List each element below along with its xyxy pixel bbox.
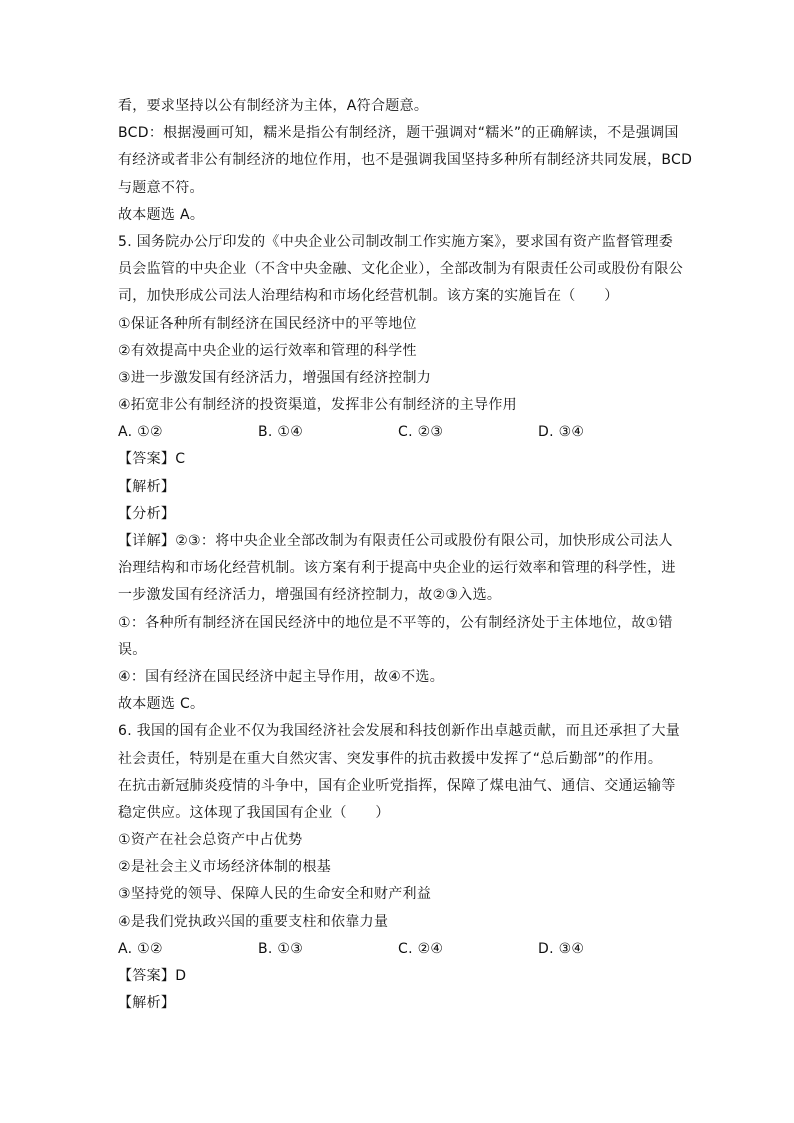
question-6-statement: ②是社会主义市场经济体制的根基 — [118, 859, 332, 876]
question-6-statement: ④是我们党执政兴国的重要支柱和依靠力量 — [118, 913, 389, 930]
text-line: 故本题选 A。 — [118, 206, 205, 223]
document-body — [118, 93, 693, 1017]
question-6-stem: 社会责任，特别是在重大自然灾害、突发事件的抗击救援中发挥了“总后勤部”的作用。 — [118, 750, 663, 767]
explanation-text: 【详解】②③：将中央企业全部改制为有限责任公司或股份有限公司，加快形成公司法人 — [118, 533, 673, 549]
explanation-text: 治理结构和市场化经营机制。该方案有利于提高中央企业的运行效率和管理的科学性，进 — [118, 560, 676, 577]
explanation-text: ④：国有经济在国民经济中起主导作用，故④不选。 — [118, 668, 444, 685]
option-b: B. ①③ — [258, 940, 304, 957]
analysis-label: 【解析】 — [118, 995, 176, 1012]
question-5-stem: 5. 国务院办公厅印发的《中央企业公司制改制工作实施方案》，要求国有资产监督管理委 — [118, 233, 674, 250]
question-6-stem: 稳定供应。这体现了我国国有企业（ ） — [118, 804, 390, 821]
analysis-heading: 【分析】 — [118, 505, 176, 522]
analysis-label: 【解析】 — [118, 478, 176, 495]
question-5-statement: ①保证各种所有制经济在国民经济中的平等地位 — [118, 315, 417, 332]
text-line: 有经济或者非公有制经济的地位作用，也不是强调我国坚持多种所有制经济共同发展，BCD — [118, 152, 693, 169]
explanation-text: ①：各种所有制经济在国民经济中的地位是不平等的，公有制经济处于主体地位，故①错 — [118, 614, 673, 631]
question-6-options — [118, 936, 678, 963]
option-d: D. ③④ — [538, 424, 585, 441]
text-line: 看，要求坚持以公有制经济为主体，A符合题意。 — [118, 98, 429, 114]
option-c: C. ②③ — [398, 424, 444, 441]
explanation-text: 误。 — [118, 641, 147, 658]
question-5-stem: 员会监管的中央企业（不含中央金融、文化企业），全部改制为有限责任公司或股份有限公 — [118, 261, 683, 278]
explanation-text: 一步激发国有经济活力，增强国有经济控制力，故②③入选。 — [118, 587, 502, 604]
option-c: C. ②④ — [398, 940, 444, 957]
text-line: 与题意不符。 — [118, 179, 204, 196]
text-line: BCD：根据漫画可知，糯米是指公有制经济，题干强调对“糯米”的正确解读，不是强调国 — [118, 125, 679, 142]
question-6-statement: ①资产在社会总资产中占优势 — [118, 832, 303, 849]
option-a: A. ①② — [118, 424, 163, 441]
question-5-options — [118, 419, 678, 446]
question-6-stem: 6. 我国的国有企业不仅为我国经济社会发展和科技创新作出卓越贡献，而且还承担了大量 — [118, 723, 681, 740]
question-6-statement: ③坚持党的领导、保障人民的生命安全和财产利益 — [118, 886, 432, 903]
option-a: A. ①② — [118, 940, 163, 957]
question-5-statement: ②有效提高中央企业的运行效率和管理的科学性 — [118, 342, 417, 359]
question-6-stem: 在抗击新冠肺炎疫情的斗争中，国有企业听党指挥，保障了煤电油气、通信、交通运输等 — [118, 777, 676, 794]
answer-label: 【答案】D — [118, 968, 187, 984]
conclusion-text: 故本题选 C。 — [118, 696, 205, 713]
option-b: B. ①④ — [258, 424, 304, 441]
question-5-statement: ③进一步激发国有经济活力，增强国有经济控制力 — [118, 369, 432, 386]
question-5-stem: 司，加快形成公司法人治理结构和市场化经营机制。该方案的实施旨在（ ） — [118, 288, 619, 305]
option-d: D. ③④ — [538, 940, 585, 957]
answer-label: 【答案】C — [118, 451, 186, 468]
question-5-statement: ④拓宽非公有制经济的投资渠道，发挥非公有制经济的主导作用 — [118, 397, 517, 414]
